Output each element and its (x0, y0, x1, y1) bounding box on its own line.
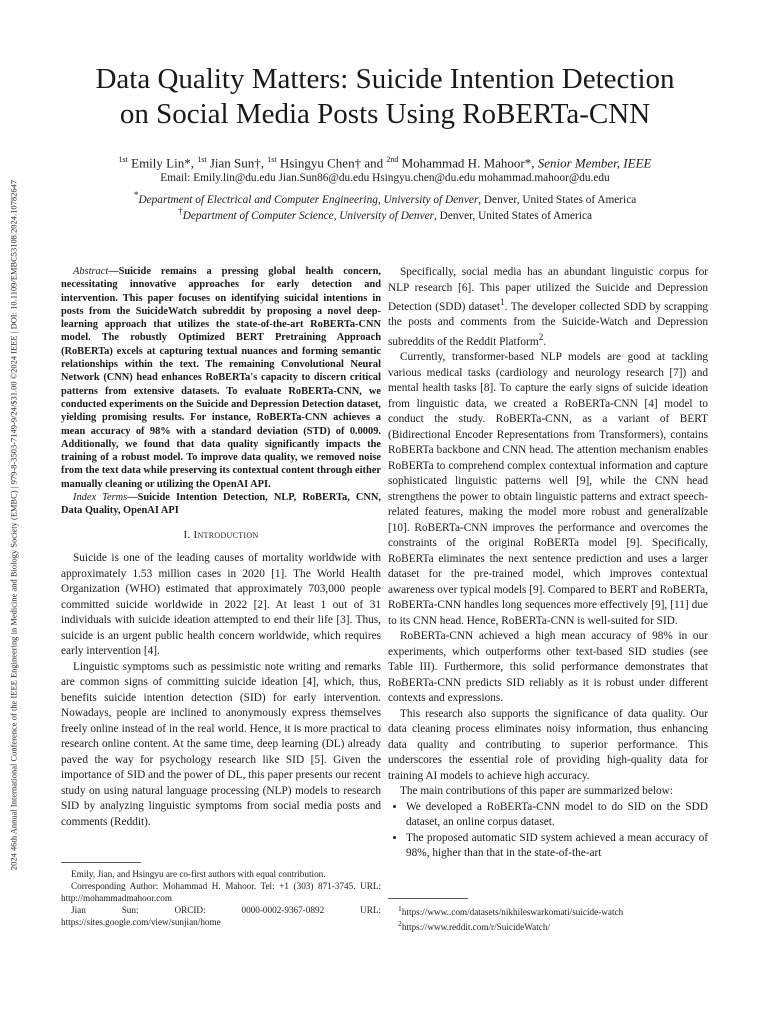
affiliation-2 (40, 205, 730, 224)
affiliation-2-dept: Department of Computer Science, University of Denver (182, 209, 435, 222)
author-2: Jian Sun†, (206, 155, 268, 171)
footnote-orcid: Jian Sun: ORCID: 0000-0002-9367-0892 URL: https://sites.google.com/view/sunjian/home (61, 905, 381, 927)
footnote-url-1-mark: 1 (398, 904, 402, 913)
author-1: Emily Lin*, (127, 155, 198, 171)
email-line (40, 171, 730, 186)
index-terms-label: Index Terms (73, 492, 128, 504)
author-3-order: 1st (267, 155, 277, 164)
title-line-2: on Social Media Posts Using RoBERTa-CNN (119, 98, 651, 130)
footnote-corresponding: Corresponding Author: Mohammad H. Mahoor. Tel: +1 (303) 871-3745. URL: http://mohammadmahoor.com (61, 881, 381, 903)
intro-paragraph-1: Suicide is one of the leading causes of mortality worldwide with approximately 1.53 million cases in 2020 [1]. The World Health Organization (WHO) estimated that approximately 703,000 people committed suicide worldwide in 2022 [2]. At least 1 out of 31 individuals with suicide ideation attempted to end their life [3]. Thus, suicide is an urgent public health concern worldwide, which requires early intervention [4]. (61, 552, 381, 658)
right-paragraph-5: The main contributions of this paper are summarized below: (400, 785, 673, 798)
section-title: Introduction (193, 528, 259, 541)
right-paragraph-2: Currently, transformer-based NLP models are good at tackling various medical tasks (cardiology and neurology research [7]) and mental health tasks [8]. To capture the early signs of suicide ideation from linguistic data, we created a RoBERTa-CNN [4] model to conduct the study. RoBERTa-CNN, as a variant of BERT (Bidirectional Encoder Representations from Transformers), contains RoBERTa backbone and CNN head. The attention mechanism enables RoBERTa to comprehend complex contextual information and capture sophisticated linguistic patterns well [9], while the CNN head strengthens the power to obtain linguistic patterns and extract speech-related features, making the model more robust and generalizable [10]. RoBERTa-CNN improves the performance and overcomes the constraints of the original RoBERTa model [9]. Specifically, RoBERTa eliminates the next sentence prediction and uses a larger dataset for the pre-trained model, which improves contextual awareness over typical models [9]. Compared to BERT and RoBERTa, RoBERTa-CNN handles long sequences more effectively [9], [11] due to its CNN head. Hence, RoBERTa-CNN is well-suited for SID. (388, 351, 708, 627)
affiliation-1-mark: * (133, 191, 139, 201)
footnote-cofirst: Emily, Jian, and Hsingyu are co-first authors with equal contribution. (71, 869, 326, 879)
author-2-order: 1st (197, 155, 207, 164)
right-column (388, 265, 708, 862)
right-paragraph-1-part-b: . The developer collected SDD by scrapping the posts and comments from the Suicide-Watch and Depression subreddits of the Reddit Platform (388, 300, 708, 348)
section-heading (61, 528, 381, 544)
footnote-url-1 (398, 903, 718, 918)
index-terms (61, 491, 381, 518)
paper-title (40, 62, 730, 132)
left-column (61, 265, 381, 830)
right-paragraph-1-part-c: . (543, 335, 547, 348)
footnote-rule (388, 898, 468, 899)
footnote-url-2 (398, 918, 718, 933)
contribution-list (388, 800, 708, 862)
author-4: Mohammad H. Mahoor*, (398, 155, 538, 171)
right-paragraph-3: RoBERTa-CNN achieved a high mean accuracy of 98% in our experiments, which outperforms other text-based SID studies (see Table III). Furthermore, this solid performance demonstrates that RoBERTa-CNN predicts SID reliably as it is robust under different contexts and expressions. (388, 630, 708, 705)
url-footnotes (398, 903, 718, 933)
email-text: Email: Emily.lin@du.edu Jian.Sun86@du.edu Hsingyu.chen@du.edu mohammad.mahoor@du.edu (160, 172, 610, 184)
affiliation-2-mark: † (178, 207, 183, 217)
contribution-item: • We developed a RoBERTa-CNN model to do SID on the SDD dataset, an online corpus dataset. (406, 800, 708, 831)
right-paragraph-4: This research also supports the significance of data quality. Our data cleaning process eliminates noisy information, thus enhancing data quality and contributing to superior performance. This underscores the essential role of providing high-quality data for training AI models to achieve high accuracy. (388, 707, 708, 782)
author-3: Hsingyu Chen† and (276, 155, 387, 171)
footnote-url-2-text: https://www.reddit.com/r/SuicideWatch/ (401, 922, 551, 933)
index-terms-text: —Suicide Intention Detection, NLP, RoBERTa, CNN, Data Quality, OpenAI API (61, 492, 381, 517)
footnote-url-2-mark: 2 (398, 919, 402, 929)
footnote-ref-2: 2 (538, 332, 544, 343)
doi-sidebar-text: 2024 46th Annual International Conference of the IEEE Engineering in Medicine and Biology Society (EMBC) | 979-8-3503-7149-9/24/$31.00 ©2024 IEEE | DOI: 10.1109/EMBC53108.2024.10782647 (9, 179, 19, 871)
contribution-item: • The proposed automatic SID system achieved a mean accuracy of 98%, higher than that in the state-of-the-art (406, 831, 708, 862)
footnote-url-1-text: https://www..com/datasets/nikhileswarkomati/suicide-watch (401, 907, 624, 918)
right-paragraph-1-part-a: Specifically, social media has an abundant linguistic corpus for NLP research [6]. This paper utilized the Suicide and Depression Detection (SDD) dataset (388, 266, 708, 313)
footnote-rule (61, 862, 141, 863)
abstract-label: Abstract (73, 266, 109, 277)
abstract-text: —Suicide remains a pressing global health concern, necessitating innovative approaches for early detection and intervention. This paper focuses on identifying suicidal intentions in posts from the SuicideWatch subreddit by proposing a novel deep-learning approach that utilizes the state-of-the-art RoBERTa-CNN model. The robustly Optimized BERT Pretraining Approach (RoBERTa) excels at capturing textual nuances and forming semantic relationships within the text. The remaining Convolutional Neural Network (CNN) head enhances RoBERTa's capacity to discern critical patterns from extensive datasets. To evaluate RoBERTa-CNN, we conducted experiments on the Suicide and Depression Detection dataset, yielding promising results. For instance, RoBERTa-CNN achieves a mean accuracy of 98% with a standard deviation (STD) of 0.0009. Additionally, we found that data quality significantly impacts the training of a robust model. To improve data quality, we removed noise from the text data while preserving its contextual content through either manually cleaning or utilizing the OpenAI API. (61, 266, 381, 490)
intro-paragraph-2: Linguistic symptoms such as pessimistic note writing and remarks are common signs of committing suicide ideation [4], which, thus, benefits suicide intention detection (SID) for early intervention. Nowadays, people are inclined to anonymously express themselves freely online instead of in the real world. Hence, it is more practical to research online content. At the same time, deep learning (DL) already paved the way for psychology research like SID [5]. Given the importance of SID and the power of DL, this paper presents our recent study on using natural language processing (NLP) models to research SID by analyzing linguistic symptoms from social media posts and comments (Reddit). (61, 660, 381, 828)
author-list (40, 152, 730, 171)
author-4-title: Senior Member, IEEE (537, 155, 652, 171)
doi-sidebar (6, 85, 22, 965)
right-paragraph-1 (388, 265, 708, 350)
abstract (61, 265, 381, 491)
affiliation-1-dept: Department of Electrical and Computer Engineering, University of Denver (138, 193, 479, 206)
section-number: I. (183, 528, 194, 541)
author-footnotes (61, 868, 381, 928)
affiliation-2-location: , Denver, United States of America (434, 209, 592, 222)
footnote-ref-1: 1 (500, 298, 505, 308)
author-1-order: 1st (118, 155, 128, 164)
title-line-1: Data Quality Matters: Suicide Intention Detection (95, 63, 675, 95)
author-4-order: 2nd (386, 155, 399, 164)
affiliation-1-location: , Denver, United States of America (478, 193, 637, 206)
